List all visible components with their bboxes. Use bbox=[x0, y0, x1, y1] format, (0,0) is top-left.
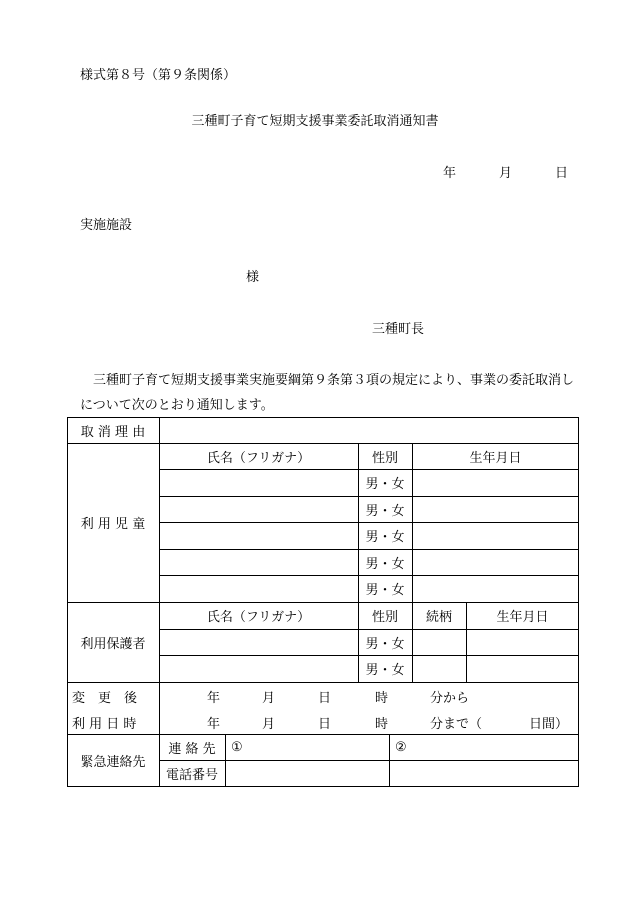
guardian-col-sex: 性別 bbox=[371, 610, 398, 625]
guardian-label: 利用保護者 bbox=[80, 636, 146, 652]
date-month: 月 bbox=[499, 166, 513, 181]
child-sex-2[interactable]: 男・女 bbox=[365, 503, 405, 519]
from-hour: 時 bbox=[375, 691, 389, 706]
guardian-sex-1[interactable]: 男・女 bbox=[365, 636, 405, 652]
to-hour: 時 bbox=[375, 717, 389, 732]
from-day: 日 bbox=[318, 691, 332, 706]
guardian-col-dob: 生年月日 bbox=[496, 610, 549, 625]
phone-label: 電話番号 bbox=[165, 768, 218, 783]
contact-label: 連 絡 先 bbox=[168, 741, 216, 757]
guardian-col-name: 氏名（フリガナ） bbox=[206, 610, 311, 625]
to-day: 日 bbox=[318, 717, 332, 732]
child-sex-3[interactable]: 男・女 bbox=[365, 530, 405, 545]
child-label: 利 用 児 童 bbox=[80, 517, 146, 532]
child-sex-4[interactable]: 男・女 bbox=[365, 556, 405, 572]
child-col-name: 氏名（フリガナ） bbox=[206, 450, 311, 466]
reason-field[interactable] bbox=[160, 418, 578, 442]
contact-mark-1: ① bbox=[231, 740, 243, 755]
body-text: 三種町子育て短期支援事業実施要綱第９条第３項の規定により、事業の委託取消しについて次のとおり通知します。 bbox=[80, 373, 575, 413]
guardian-col-rel: 続柄 bbox=[425, 610, 452, 625]
date-year: 年 bbox=[443, 166, 457, 181]
honorific: 様 bbox=[246, 270, 260, 285]
to-year: 年 bbox=[207, 717, 221, 732]
change-label-1: 変 更 後 bbox=[72, 691, 138, 706]
sender: 三種町長 bbox=[372, 322, 425, 337]
child-col-sex: 性別 bbox=[371, 450, 398, 466]
child-sex-5[interactable]: 男・女 bbox=[365, 583, 405, 598]
child-col-dob: 生年月日 bbox=[469, 450, 522, 466]
from-year: 年 bbox=[207, 691, 221, 706]
guardian-sex-2[interactable]: 男・女 bbox=[365, 663, 405, 678]
change-label-2: 利 用 日 時 bbox=[72, 717, 137, 732]
days-count: 日間） bbox=[529, 717, 569, 732]
emergency-label: 緊急連絡先 bbox=[80, 755, 146, 770]
to-minute: 分まで（ bbox=[430, 717, 483, 732]
form-number: 様式第８号（第９条関係） bbox=[80, 68, 237, 83]
to-month: 月 bbox=[262, 717, 276, 732]
reason-label: 取 消 理 由 bbox=[80, 424, 146, 440]
from-minute: 分から bbox=[430, 691, 470, 706]
document-title: 三種町子育て短期支援事業委託取消通知書 bbox=[191, 114, 439, 129]
contact-mark-2: ② bbox=[395, 740, 407, 755]
from-month: 月 bbox=[262, 691, 276, 706]
child-sex-1[interactable]: 男・女 bbox=[365, 477, 405, 492]
date-day: 日 bbox=[555, 166, 569, 181]
recipient: 実施施設 bbox=[80, 218, 133, 233]
